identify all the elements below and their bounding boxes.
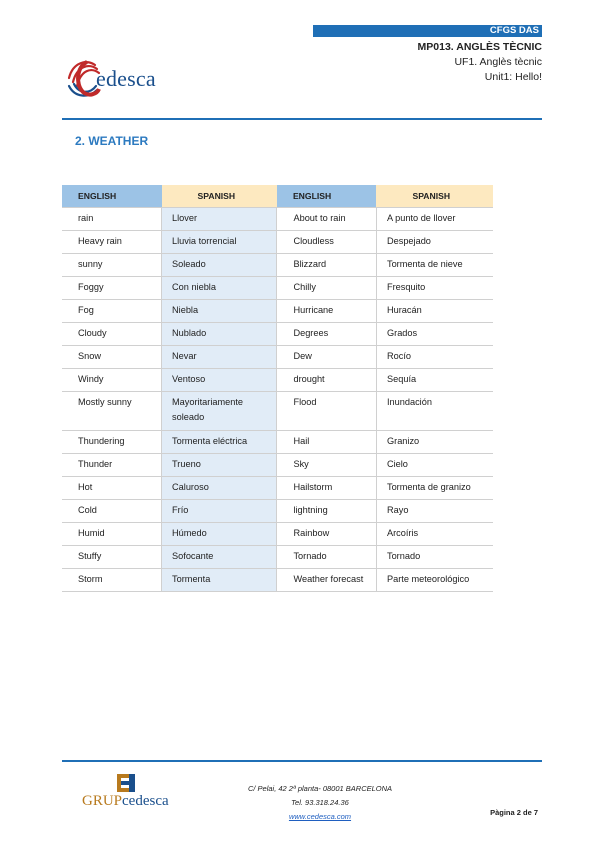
english-term-cell: Snow [62,346,162,369]
english-term-cell: Sky [277,454,377,477]
english-term-cell: Hurricane [277,300,377,323]
spanish-term-cell: A punto de llover [376,208,493,231]
footer-address-block [240,782,400,824]
english-term-cell: Cloudy [62,323,162,346]
table-row [62,500,493,523]
table-row [62,392,493,431]
table-row [62,523,493,546]
spanish-term-cell: Ventoso [162,369,277,392]
table-header-row [62,185,493,208]
english-term-cell: Cold [62,500,162,523]
spanish-term-cell: Tornado [376,546,493,569]
table-row [62,300,493,323]
spanish-term-cell: Nevar [162,346,277,369]
spanish-term-cell: Lluvia torrencial [162,231,277,254]
english-term-cell: Windy [62,369,162,392]
english-term-cell: Degrees [277,323,377,346]
unit-title: Unit1: Hello! [484,71,542,83]
table-row [62,369,493,392]
spanish-term-cell: Caluroso [162,477,277,500]
spanish-term-cell: Despejado [376,231,493,254]
english-term-cell: Chilly [277,277,377,300]
table-body [62,208,493,592]
english-term-cell: Dew [277,346,377,369]
table-row [62,323,493,346]
english-term-cell: Tornado [277,546,377,569]
spanish-term-cell: Tormenta eléctrica [162,431,277,454]
header-english-2: ENGLISH [277,185,377,208]
english-term-cell: About to rain [277,208,377,231]
spanish-term-cell: Grados [376,323,493,346]
course-title: MP013. ANGLÈS TÈCNIC [417,41,542,53]
table-row [62,346,493,369]
table-row [62,231,493,254]
english-term-cell: Blizzard [277,254,377,277]
table-row [62,254,493,277]
header-info [418,40,542,85]
english-term-cell: Humid [62,523,162,546]
english-term-cell: Hailstorm [277,477,377,500]
english-term-cell: drought [277,369,377,392]
grup-cedesca-logo-icon [105,772,145,794]
header-english-1: ENGLISH [62,185,162,208]
spanish-term-cell: Tormenta [162,569,277,592]
spanish-term-cell: Arcoíris [376,523,493,546]
grup-suffix: cedesca [122,793,169,809]
english-term-cell: Cloudless [277,231,377,254]
spanish-term-cell: Tormenta de nieve [376,254,493,277]
english-term-cell: Hail [277,431,377,454]
spanish-term-cell: Sofocante [162,546,277,569]
header-spanish-1: SPANISH [162,185,277,208]
spanish-term-cell: Sequía [376,369,493,392]
cedesca-logo-text: edesca [96,66,156,91]
english-term-cell: Fog [62,300,162,323]
spanish-term-cell: Frío [162,500,277,523]
spanish-term-cell: Húmedo [162,523,277,546]
footer-address: C/ Pelai, 42 2ª planta- 08001 BARCELONA [247,784,393,793]
english-term-cell: Rainbow [277,523,377,546]
english-term-cell: Thundering [62,431,162,454]
header-divider [62,118,542,120]
spanish-term-cell: Soleado [162,254,277,277]
english-term-cell: Weather forecast [277,569,377,592]
english-term-cell: rain [62,208,162,231]
spanish-term-cell: Fresquito [376,277,493,300]
section-title: 2. WEATHER [75,134,149,148]
english-term-cell: Mostly sunny [62,392,162,431]
course-bar [313,25,542,37]
grup-prefix: GRUP [82,793,123,809]
english-term-cell: Storm [62,569,162,592]
course-bar-label: CFGS DAS [489,25,539,36]
spanish-term-cell: Granizo [376,431,493,454]
header-spanish-2: SPANISH [376,185,493,208]
spanish-term-cell: Tormenta de granizo [376,477,493,500]
spanish-term-cell: Nublado [162,323,277,346]
english-term-cell: Flood [277,392,377,431]
table-row [62,477,493,500]
english-term-cell: lightning [277,500,377,523]
spanish-term-cell: Parte meteorológico [376,569,493,592]
spanish-term-cell: Niebla [162,300,277,323]
english-term-cell: Heavy rain [62,231,162,254]
grup-cedesca-logo-text [82,793,169,810]
unit-block: UF1. Anglès tècnic [454,56,542,68]
spanish-term-cell: Mayoritariamente soleado [162,392,277,431]
table-row [62,208,493,231]
table-row [62,431,493,454]
english-term-cell: Foggy [62,277,162,300]
weather-vocabulary-table [62,185,493,592]
spanish-term-cell: Trueno [162,454,277,477]
table-row [62,277,493,300]
english-term-cell: Stuffy [62,546,162,569]
table-row [62,569,493,592]
footer-phone: Tel. 93.318.24.36 [291,798,349,807]
spanish-term-cell: Rocío [376,346,493,369]
spanish-term-cell: Llover [162,208,277,231]
spanish-term-cell: Con niebla [162,277,277,300]
table-row [62,546,493,569]
english-term-cell: sunny [62,254,162,277]
footer-website-link[interactable]: www.cedesca.com [288,812,352,821]
spanish-term-cell: Inundación [376,392,493,431]
spanish-term-cell: Huracán [376,300,493,323]
table-row [62,454,493,477]
page-number: Pàgina 2 de 7 [490,808,538,817]
english-term-cell: Hot [62,477,162,500]
spanish-term-cell: Cielo [376,454,493,477]
footer-divider [62,760,542,762]
english-term-cell: Thunder [62,454,162,477]
spanish-term-cell: Rayo [376,500,493,523]
